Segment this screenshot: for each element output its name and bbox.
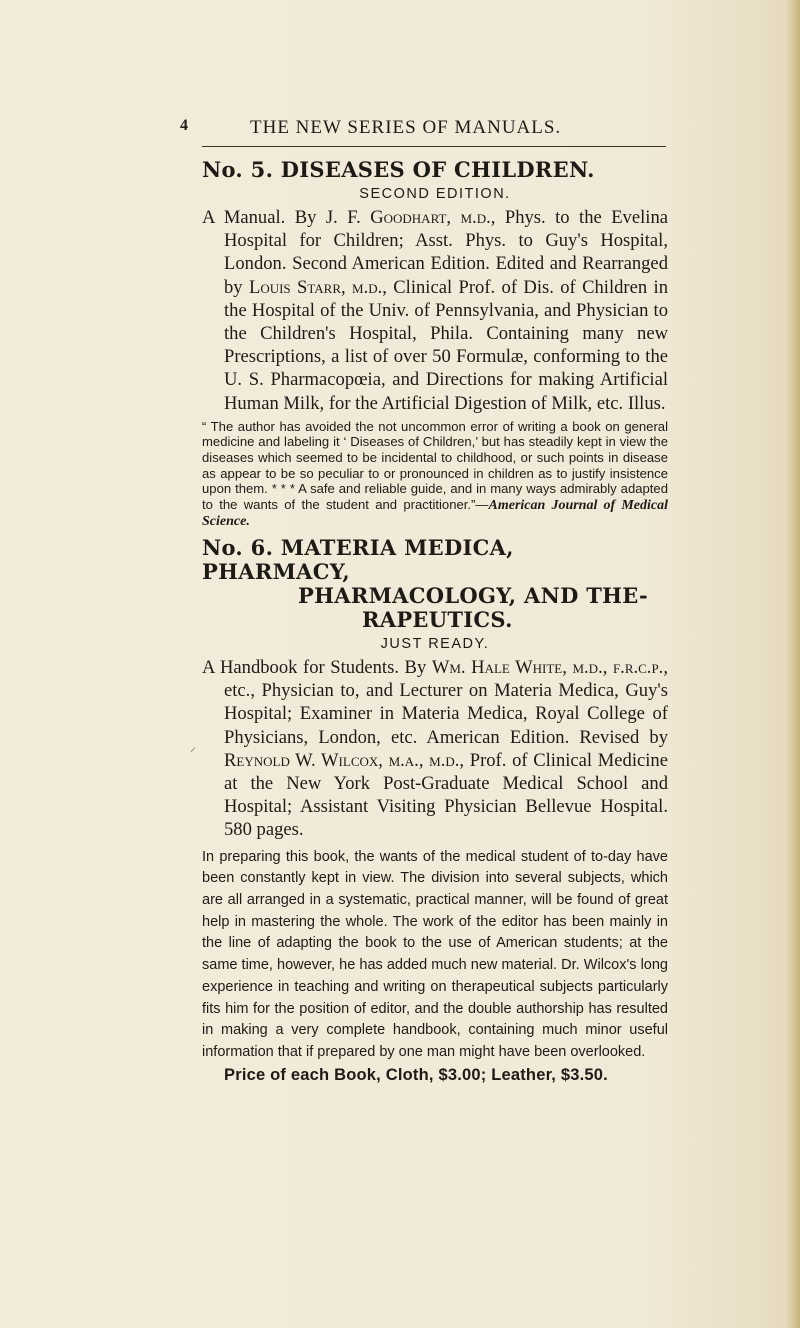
- entry-6-heading: [202, 536, 668, 632]
- entry-5-review: [202, 419, 668, 530]
- page-content: [202, 158, 668, 1085]
- running-head: [180, 117, 660, 139]
- entry-5-edition: SECOND EDITION.: [359, 186, 511, 202]
- entry-6-status: JUST READY.: [380, 635, 490, 652]
- header-rule: [202, 146, 666, 147]
- page-edge-shadow: [786, 0, 800, 1328]
- entry-5-description: [202, 206, 668, 415]
- entry-6-note: In preparing this book, the wants of the medical student of to-day have been constantly kept in view. The division into several subjects, which are all arranged in a systematic, practical manner, will be found of great help in mastering the whole. The work of the editor has been mainly in the line of adapting the book to the use of American students; at the same time, however, he has added much new material. Dr. Wilcox's long experience in teaching and writing on therapeutical subjects particularly fits him for the position of editor, and the double authorship has resulted in making a very complete handbook, containing much minor useful information that if prepared by one man might have been overlooked.: [202, 848, 668, 1060]
- entry-6-heading-line-2: PHARMACOLOGY, AND THE-: [298, 582, 649, 608]
- entry-5-text-2: , Clinical Prof. of Dis. of Children in the Hospital of the Univ. of Pennsylvania, and Physician to the Children's Hospital, Phila. Containing many new Prescriptions, a list of over 50 Formulæ, conforming to the U. S. Pharmacopœia, and Directions for making Artificial Human Milk, for the Artificial Digestion of Milk, etc. Illus.: [224, 276, 668, 414]
- entry-6-text-2: , Prof. of Clinical Medicine at the New York Post-Graduate Medical School and Hospital; Assistant Visiting Physician Bellevue Hospital. 580 pages.: [224, 749, 668, 841]
- entry-5-text-1: , Phys. to the Evelina Hospital for Children; Asst. Phys. to Guy's Hospital, London. Second American Edition. Edited and Rearranged by: [224, 207, 668, 298]
- entry-5-review-source: American Journal of Medical Science.: [202, 497, 668, 530]
- entry-6-heading-line-1: No. 6. MATERIA MEDICA, PHARMACY,: [202, 534, 514, 584]
- entry-6-author: Wm. Hale White, m.d., f.r.c.p.: [431, 656, 664, 678]
- entry-no-6: [202, 536, 668, 1085]
- entry-6-description: [202, 656, 668, 842]
- price-line: Price of each Book, Cloth, $3.00; Leather, $3.50.: [224, 1065, 608, 1084]
- entry-5-intro: A Manual. By J. F.: [202, 207, 371, 228]
- running-title: THE NEW SERIES OF MANUALS.: [250, 117, 562, 138]
- entry-5-heading: No. 5. DISEASES OF CHILDREN.: [202, 157, 595, 182]
- entry-5-review-text: “ The author has avoided the not uncommon error of writing a book on general medicine and labeling it ‘ Diseases of Children,’ but has steadily kept in view the diseases which seemed to be incidental to childhood, or such points in disease as appear to be so peculiar to or pronounced in children as to justify insistence upon them. * * * A safe and reliable guide, and in many ways admirably adapted to the wants of the student and practitioner.”—: [202, 418, 668, 512]
- entry-no-5: [202, 158, 668, 530]
- entry-5-editor: Louis Starr, m.d.: [248, 276, 383, 298]
- entry-6-editor: Reynold W. Wilcox, m.a., m.d.: [224, 749, 460, 771]
- entry-5-author: Goodhart, m.d.: [370, 207, 491, 228]
- margin-mark: ⸝: [190, 740, 197, 754]
- page-number: 4: [180, 117, 189, 134]
- entry-6-intro: A Handbook for Students. By: [202, 656, 432, 678]
- entry-6-text-1: , etc., Physician to, and Lecturer on Materia Medica, Guy's Hospital; Examiner in Materia Medica, Royal College of Physicians, London, etc. American Edition. Revised by: [224, 656, 668, 748]
- entry-6-heading-line-3: RAPEUTICS.: [362, 606, 513, 632]
